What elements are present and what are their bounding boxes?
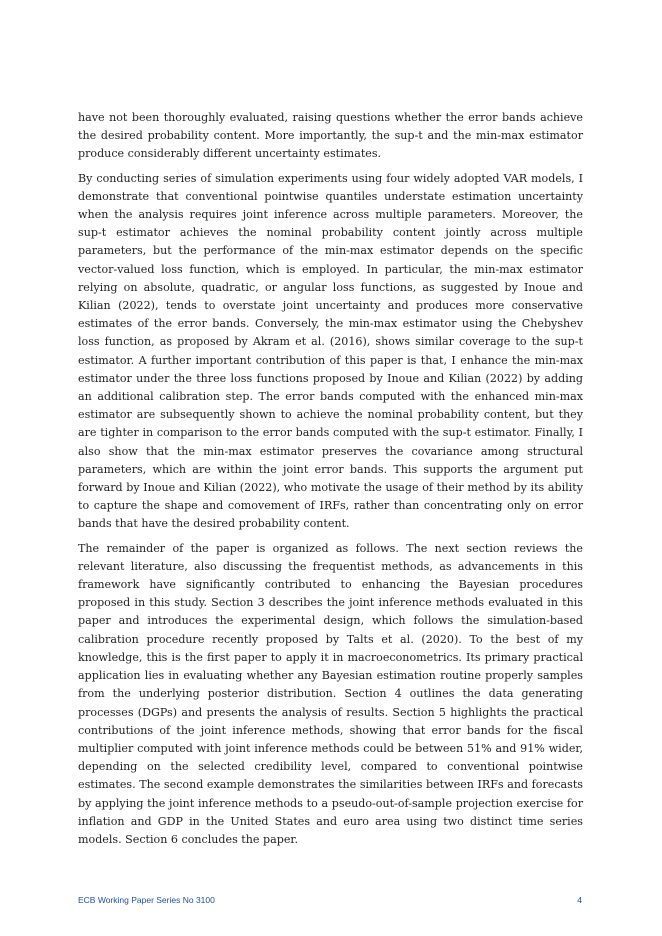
paragraph-outline: The remainder of the paper is organized as follows. The next section reviews the relevant literature, also discussing the frequentist methods, as advancements in this framework have significantly contributed to enhancing the Bayesian procedures proposed in this study. Section 3 describes the joint inference methods evaluated in this paper and introduces the experimental design, which follows the simulation-based calibration procedure recently proposed by Talts et al. (2020). To the best of my knowledge, this is the first paper to apply it in macroeconometrics. Its primary practical application lies in evaluating whether any Bayesian estimation routine properly samples from the underlying posterior distribution. Section 4 outlines the data generating processes (DGPs) and presents the analysis of results. Section 5 highlights the practical contributions of the joint inference methods, showing that error bands for the fiscal multiplier computed with joint inference methods could be between 51% and 91% wider, depending on the selected credibility level, compared to conventional pointwise estimates. The second example demonstrates the similarities between IRFs and forecasts by applying the joint inference methods to a pseudo-out-of-sample projection exercise for inflation and GDP in the United States and euro area using two distinct time series models. Section 6 concludes the paper. bbox=[78, 541, 583, 846]
paragraph-contributions: By conducting series of simulation experiments using four widely adopted VAR models, I demonstrate that conventional pointwise quantiles understate estimation uncertainty when the analysis requires joint inference across multiple parameters. Moreover, the sup-t estimator achieves the nominal probability content jointly across multiple parameters, but the performance of the min-max estimator depends on the specific vector-valued loss function, which is employed. In particular, the min-max estimator relying on absolute, quadratic, or angular loss functions, as suggested by Inoue and Kilian (2022), tends to overstate joint uncertainty and produces more conservative estimates of the error bands. Conversely, the min-max estimator using the Chebyshev loss function, as proposed by Akram et al. (2016), shows similar coverage to the sup-t estimator. A further important contribution of this paper is that, I enhance the min-max estimator under the three loss functions proposed by Inoue and Kilian (2022) by adding an additional calibration step. The error bands computed with the enhanced min-max estimator are subsequently shown to achieve the nominal probability content, but they are tighter in comparison to the error bands computed with the sup-t estimator. Finally, I also show that the min-max estimator preserves the covariance among structural parameters, which are within the joint error bands. This supports the argument put forward by Inoue and Kilian (2022), who motivate the usage of their method by its ability to capture the shape and comovement of IRFs, rather than concentrating only on error bands that have the desired probability content. bbox=[78, 171, 583, 531]
footer-series-label: ECB Working Paper Series No 3100 bbox=[78, 895, 215, 905]
paragraph-continuation: have not been thoroughly evaluated, raising questions whether the error bands achieve the desired probability content. More importantly, the sup-t and the min-max estimator produce considerably different uncertainty estimates. bbox=[78, 111, 583, 161]
footer-page-number: 4 bbox=[577, 895, 582, 905]
body-text bbox=[78, 109, 583, 855]
